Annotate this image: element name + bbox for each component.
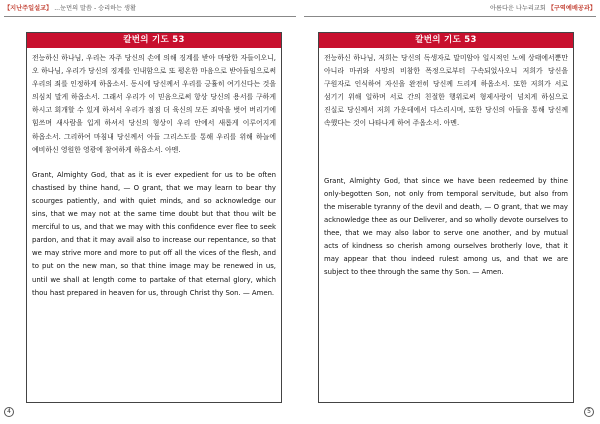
right-page [300,0,600,424]
right-korean-prayer: 전능하신 하나님, 저희는 당신의 독생자로 말미암아 일시적인 노예 상태에서뿐만 아니라 마귀와 사망의 비참한 폭정으로부터 구속되었사오니 저희가 당신을 구원자로 인식하여 자신을 완전히 당신께 드리게 하옵소서. 또한 저희가 서로 섬기기 위해 일하며 서로 간의 친절한 행위로써 형제사랑이 넘치게 하심으로 진실로 당신께서 저희 가운데에서 다스리시며, 또한 당신의 아들을 통해 당신께 속했다는 것이 나타나게 하여 주옵소서. 아멘. [324,54,568,128]
left-english-prayer: Grant, Almighty God, that as it is ever expedient for us to be often chastised by thine hand, — O grant, that we may learn to bear thy scourges patiently, and with quiet minds, and so acknowledge our sins, that we may not at the same time doubt but that thou wilt be merciful to us, and that we may with this confidence ever flee to seek pardon, and that it may avail also to increase our repentance, so that we may strive more and more to put off all the vices of the flesh, and to put on the new man, so that thine image may be renewed in us, until we shall at length come to partake of that eternal glory, which thou hast prepared in heaven for us, through Christ thy Son. — Amen. [32,170,276,297]
right-page-header [306,3,596,15]
left-prayer-body [27,48,281,300]
left-korean-prayer: 전능하신 하나님, 우리는 자주 당신의 손에 의해 징계를 받아 마땅한 자들이오니, 오 하나님, 우리가 당신의 징계를 인내함으로 또 평온한 마음으로 받아들임으로써 우리의 죄를 인정하게 하옵소서. 동시에 당신께서 우리를 긍휼히 여기신다는 것을 의심치 말게 하옵소서. 그래서 우리가 이 믿음으로써 항상 당신의 용서를 구하게 하시고 회개할 수 있게 하셔서 우리가 점점 더 육신의 모든 죄악을 벗어 버리기에 힘쓰며 새사람을 입게 하셔서 당신의 형상이 우리 안에서 새롭게 이루어지게 하옵소서. 그리하여 마침내 당신께서 아들 그리스도를 통해 우리를 위해 하늘에 예비하신 영원한 영광에 참여하게 하옵소서. 아멘. [32,54,276,154]
left-prayer-box [26,32,282,403]
left-prayer-title: 칼번의 기도 53 [27,33,281,48]
left-header-subtitle: ...눈먼의 말씀 - 승리하는 생활 [54,5,136,12]
right-header-subtitle: 아름다운 나누리교회 [490,5,546,12]
right-header-tag: 【구역예배공과】 [547,5,596,12]
left-header-divider [4,16,296,17]
left-header-tag: 【지난주일설교】 [4,5,53,12]
right-english-prayer: Grant, Almighty God, that since we have been redeemed by thine only-begotten Son, not only from temporal servitude, but also from the miserable tyranny of the devil and death, — O grant, that we may acknowledge thee as our Deliverer, and so wholly devote ourselves to thee, that we may also labor to serve one another, and by mutual acts of kindness so cherish among ourselves brotherly love, that it may appear that thou indeed rulest among us, and that we are subject to thee through the same thy Son. — Amen. [324,176,568,277]
left-page-number: 4 [4,407,14,417]
right-prayer-title: 칼번의 기도 53 [319,33,573,48]
left-page-header [4,3,294,15]
right-prayer-box [318,32,574,403]
right-page-number: 5 [584,407,594,417]
right-prayer-body [319,48,573,279]
right-header-divider [304,16,596,17]
